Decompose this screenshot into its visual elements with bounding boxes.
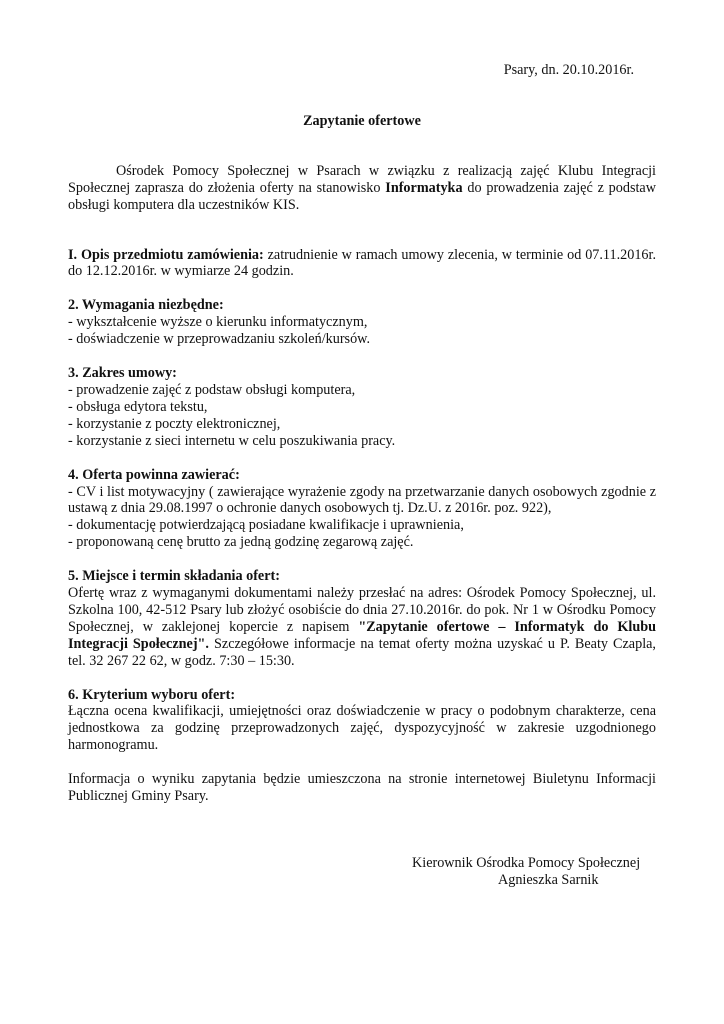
list-item: - dokumentację potwierdzającą posiadane kwalifikacje i uprawnienia, bbox=[68, 517, 464, 534]
intro-text-before: Ośrodek Pomocy Społecznej w Psarach w związku z realizacją zajęć Klubu Integracji Społecznej zaprasza do złożenia oferty na stanowisko bbox=[68, 162, 656, 196]
section-1-text: zatrudnienie w ramach umowy zlecenia, w terminie od 07.11.2016r. do 12.12.2016r. w wymiarze 24 godzin. bbox=[68, 246, 656, 280]
document-date: Psary, dn. 20.10.2016r. bbox=[503, 62, 634, 78]
intro-paragraph bbox=[68, 163, 656, 214]
list-item: - CV i list motywacyjny ( zawierające wyrażenie zgody na przetwarzanie danych osobowych zgodnie z ustawą z dnia 29.08.1997 o ochronie danych osobowych tj. Dz.U. z 2016r. poz. 922), bbox=[68, 483, 656, 517]
section-1-heading: I. Opis przedmiotu zamówienia: bbox=[68, 246, 264, 263]
signature-role: Kierownik Ośrodka Pomocy Społecznej bbox=[412, 855, 641, 871]
section-5-submission bbox=[68, 568, 656, 669]
closing-paragraph: Informacja o wyniku zapytania będzie umieszczona na stronie internetowej Biuletynu Informacji Publicznej Gminy Psary. bbox=[68, 771, 656, 805]
signature-name: Agnieszka Sarnik bbox=[498, 871, 599, 888]
list-item: - prowadzenie zajęć z podstaw obsługi komputera, bbox=[68, 381, 356, 398]
section-5-text-after: Szczegółowe informacje na temat oferty można uzyskać u P. Beaty Czapla, tel. 32 267 22 62, w godz. 7:30 – 15:30. bbox=[68, 635, 656, 669]
section-6-heading: 6. Kryterium wyboru ofert: bbox=[68, 686, 236, 703]
list-item: - korzystanie z poczty elektronicznej, bbox=[68, 415, 281, 432]
section-2-heading: 2. Wymagania niezbędne: bbox=[68, 297, 224, 314]
list-item: - doświadczenie w przeprowadzaniu szkoleń/kursów. bbox=[68, 331, 371, 348]
section-5-paragraph bbox=[68, 585, 656, 670]
section-4-heading: 4. Oferta powinna zawierać: bbox=[68, 466, 240, 483]
section-5-bold-label: "Zapytanie ofertowe – Informatyk do Klubu Integracji Społecznej". bbox=[68, 618, 657, 652]
signature-block bbox=[412, 855, 656, 889]
intro-text-after: do prowadzenia zajęć z podstaw obsługi komputera dla uczestników KIS. bbox=[68, 179, 656, 213]
section-5-text-before: Ofertę wraz z wymaganymi dokumentami należy przesłać na adres: Ośrodek Pomocy Społecznej, ul. Szkolna 100, 42-512 Psary lub złożyć osobiście do dnia 27.10.2016r. do pok. Nr 1 w Ośrodku Pomocy Społecznej, w zaklejonej kopercie z napisem bbox=[68, 585, 656, 635]
list-item: - proponowaną cenę brutto za jedną godzinę zegarową zajęć. bbox=[68, 534, 414, 551]
section-2-requirements bbox=[68, 297, 656, 348]
list-item: - korzystanie z sieci internetu w celu poszukiwania pracy. bbox=[68, 432, 396, 449]
section-6-criteria bbox=[68, 687, 656, 755]
document-title: Zapytanie ofertowe bbox=[303, 112, 421, 129]
section-3-heading: 3. Zakres umowy: bbox=[68, 365, 177, 382]
section-4-offer-contents bbox=[68, 467, 656, 552]
section-1-order-description bbox=[68, 247, 656, 281]
list-item: - obsługa edytora tekstu, bbox=[68, 398, 208, 415]
section-3-scope bbox=[68, 365, 656, 450]
list-item: - wykształcenie wyższe o kierunku informatycznym, bbox=[68, 314, 368, 331]
section-6-text: Łączna ocena kwalifikacji, umiejętności oraz doświadczenie w pracy o podobnym charakterze, cena jednostkowa za godzinę przeprowadzonych zajęć, dyspozycyjność w zakresie uzgodnionego harmonogramu. bbox=[68, 703, 656, 754]
section-5-heading: 5. Miejsce i termin składania ofert: bbox=[68, 568, 280, 585]
intro-position-bold: Informatyka bbox=[385, 179, 463, 196]
